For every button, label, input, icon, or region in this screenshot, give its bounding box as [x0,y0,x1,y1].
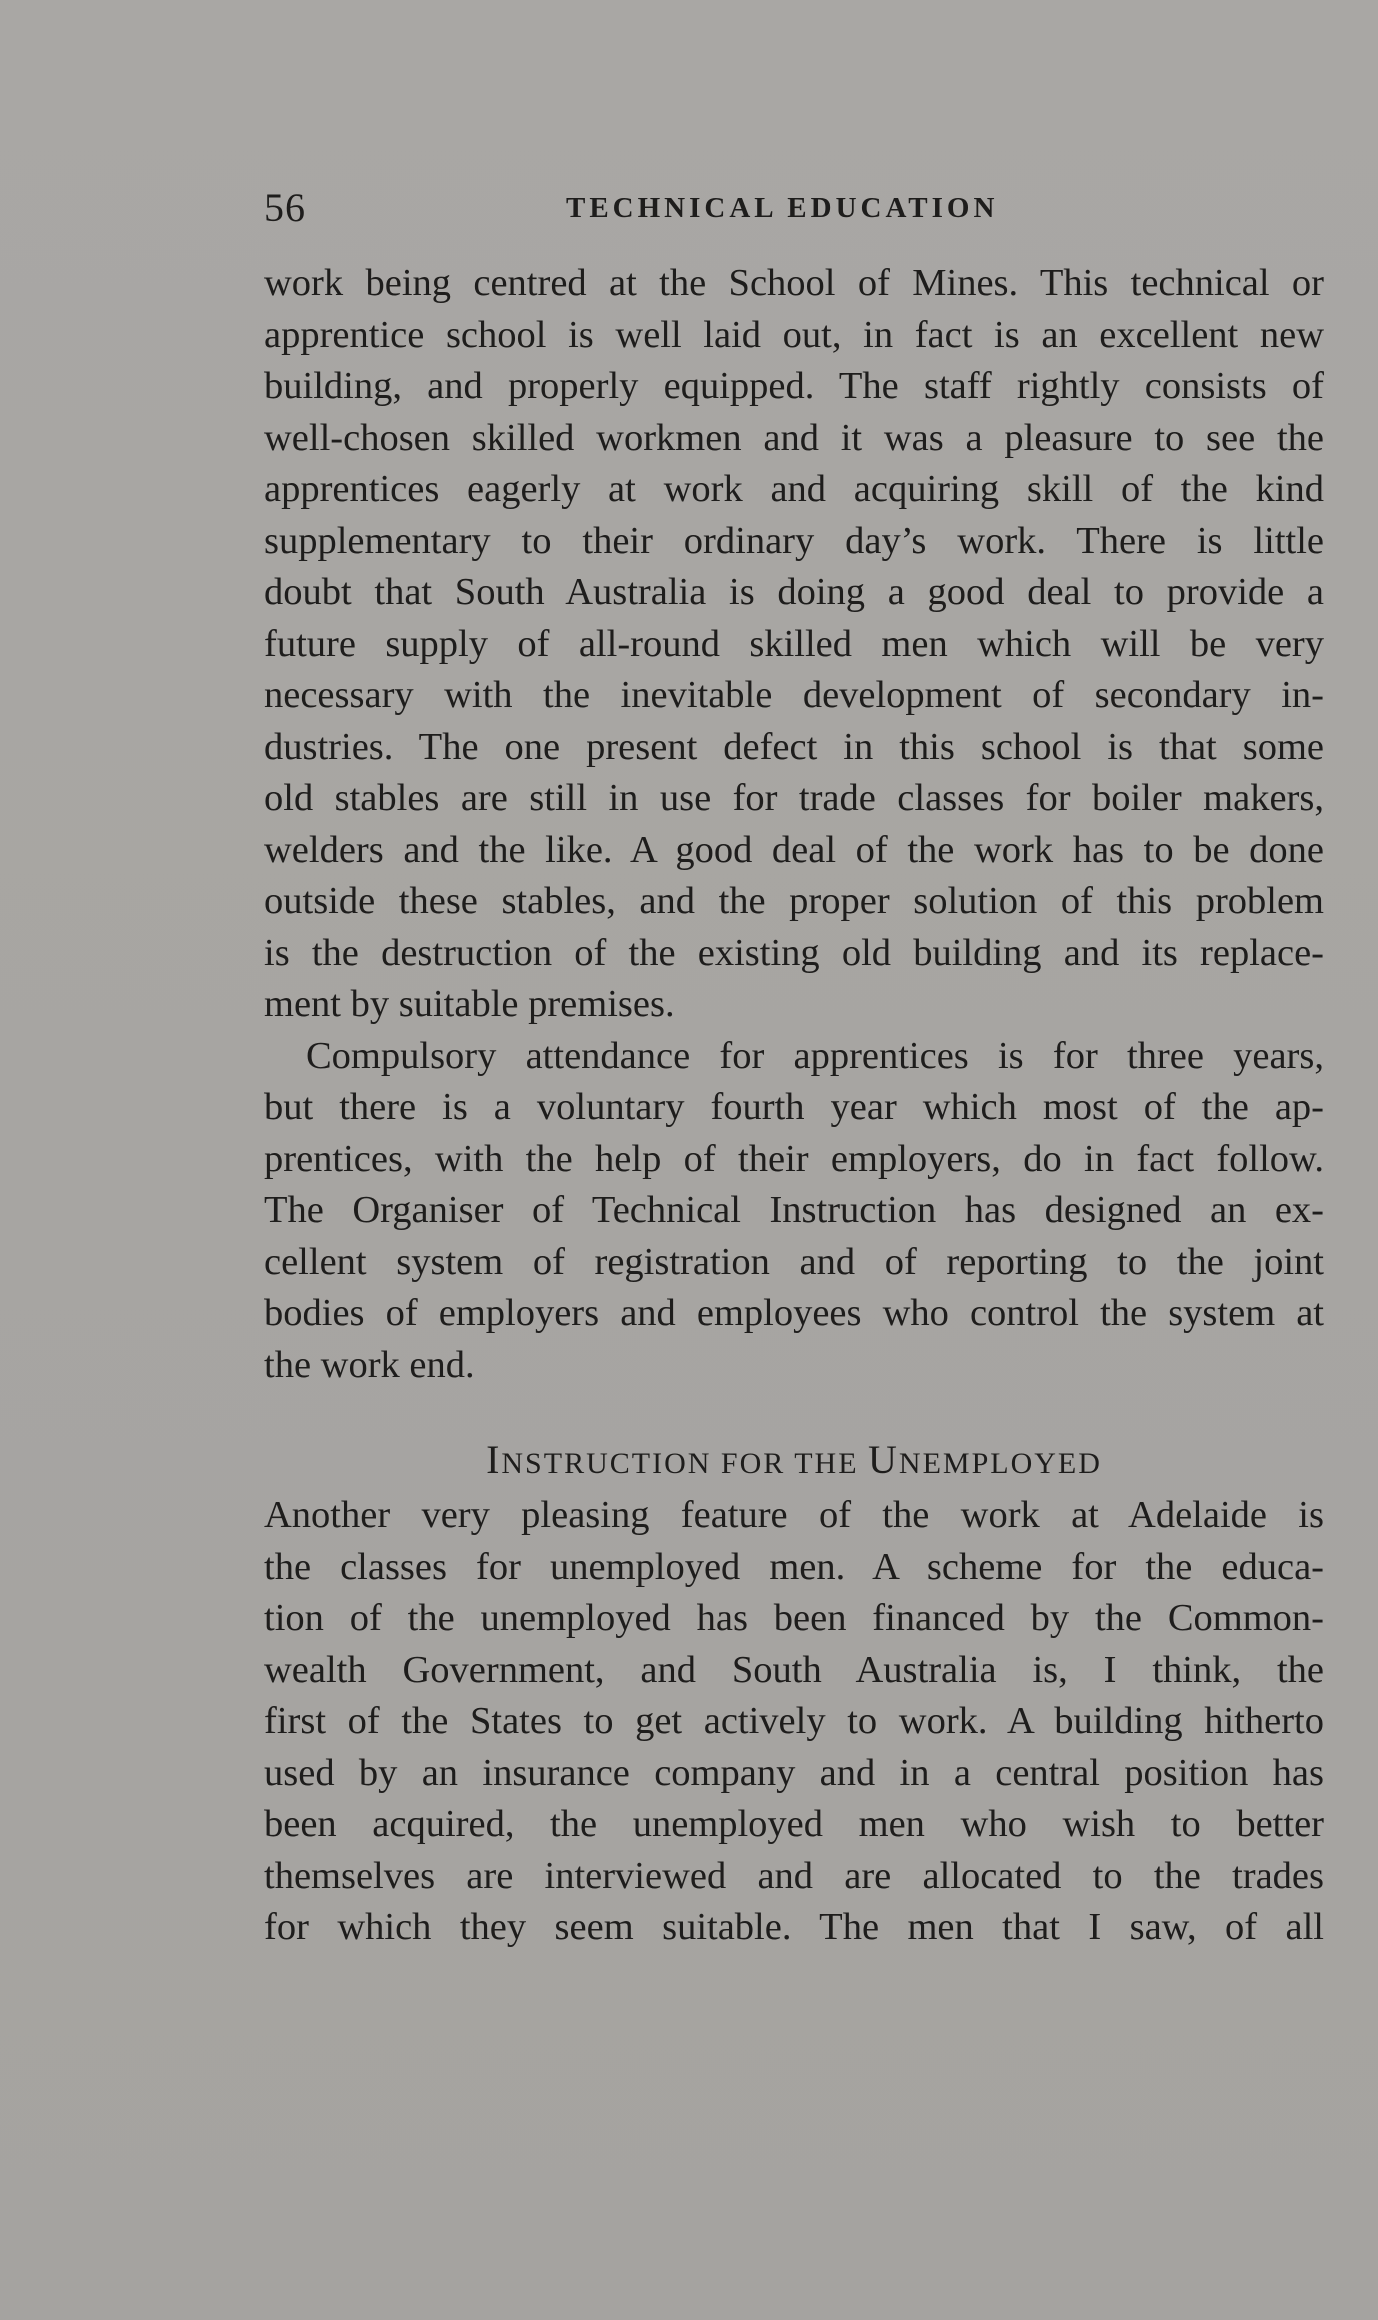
text-line: first of the States to get actively to work. A building hitherto [264,1700,1324,1742]
text-line: the work end. [264,1343,475,1386]
text-line: prentices, with the help of their employers, do in fact follow. [264,1137,1324,1180]
heading-initial: I [486,1437,502,1482]
text-line: but there is a voluntary fourth year which most of the ap- [264,1086,1324,1128]
running-title: TECHNICAL EDUCATION [566,192,999,224]
text-line: work being centred at the School of Mines. This technical or [264,262,1324,304]
text-line: outside these stables, and the proper solution of this problem [264,880,1324,922]
body-text-top [264,258,1324,1391]
text-line: future supply of all-round skilled men which will be very [264,622,1324,665]
text-line: building, and properly equipped. The staff rightly consists of [264,365,1324,407]
text-line: cellent system of registration and of reporting to the joint [264,1240,1324,1283]
heading-text: NEMPLOYED [898,1447,1102,1480]
text-line: The Organiser of Technical Instruction has designed an ex- [264,1189,1324,1231]
page-header [264,180,1324,240]
text-line: doubt that South Australia is doing a good deal to provide a [264,571,1324,613]
text-line: themselves are interviewed and are allocated to the trades [264,1854,1324,1897]
text-line: apprentice school is well laid out, in fact is an excellent new [264,313,1324,356]
heading-initial: U [868,1437,899,1482]
text-line: for which they seem suitable. The men that I saw, of all [264,1906,1324,1948]
text-line: Compulsory attendance for apprentices is for three years, [306,1034,1324,1077]
section-heading [264,1436,1324,1483]
text-line: used by an insurance company and in a central position has [264,1751,1324,1794]
page-number: 56 [264,185,306,230]
text-line: bodies of employers and employees who control the system at [264,1292,1324,1334]
paragraph-school-of-mines [264,258,1324,1031]
text-line: wealth Government, and South Australia is, I think, the [264,1648,1324,1691]
text-line: been acquired, the unemployed men who wish to better [264,1803,1324,1845]
paragraph-compulsory-attendance [264,1031,1324,1392]
text-line: dustries. The one present defect in this school is that some [264,725,1324,768]
text-line: welders and the like. A good deal of the work has to be done [264,828,1324,871]
text-line: Another very pleasing feature of the work at Adelaide is [264,1494,1324,1536]
text-line: the classes for unemployed men. A scheme for the educa- [264,1545,1324,1588]
heading-text: NSTRUCTION FOR THE [501,1447,869,1480]
body-text-bottom [264,1490,1324,1954]
text-line: tion of the unemployed has been financed by the Common- [264,1597,1324,1639]
text-line: supplementary to their ordinary day’s work. There is little [264,519,1324,562]
paragraph-unemployed-classes [264,1490,1324,1954]
text-line: old stables are still in use for trade classes for boiler makers, [264,777,1324,819]
text-line: well-chosen skilled workmen and it was a pleasure to see the [264,416,1324,459]
text-line: apprentices eagerly at work and acquiring skill of the kind [264,468,1324,510]
text-line: ment by suitable premises. [264,983,675,1025]
text-line: is the destruction of the existing old building and its replace- [264,931,1324,974]
text-line: necessary with the inevitable development of secondary in- [264,674,1324,716]
